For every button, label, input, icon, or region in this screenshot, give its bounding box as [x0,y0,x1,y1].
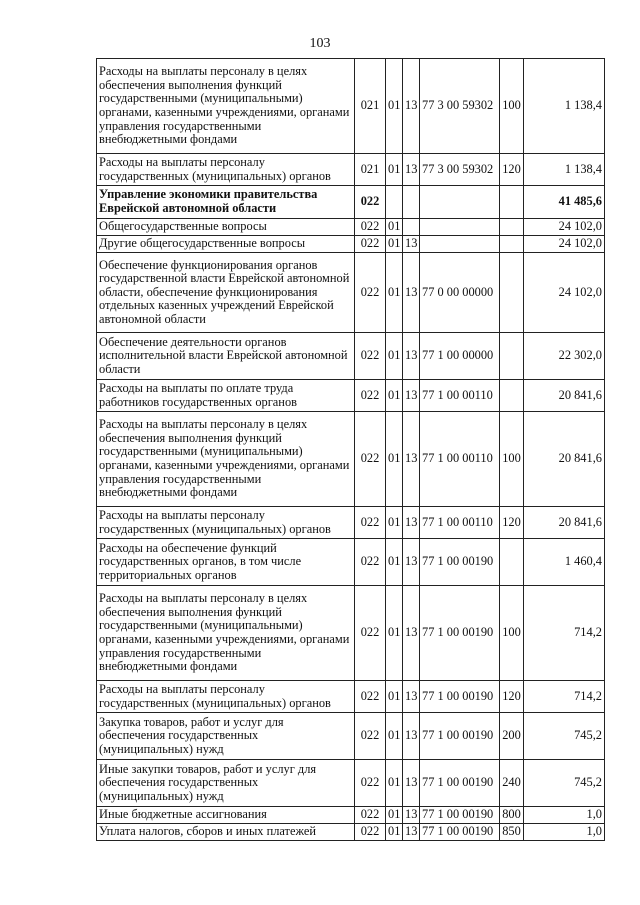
table-row [97,807,605,824]
department-code: 022 [355,333,386,380]
expense-type-code: 850 [500,824,524,841]
department-code: 022 [355,253,386,333]
department-code: 022 [355,507,386,539]
target-article-code: 77 1 00 00190 [420,760,500,807]
subsection-code: 13 [403,380,420,412]
item-name: Закупка товаров, работ и услуг для обеспечения государственных (муниципальных) нужд [97,713,355,760]
table-row [97,713,605,760]
target-article-code: 77 0 00 00000 [420,253,500,333]
target-article-code: 77 1 00 00190 [420,681,500,713]
amount: 24 102,0 [524,219,605,236]
department-code: 022 [355,380,386,412]
target-article-code: 77 1 00 00110 [420,380,500,412]
section-code [386,186,403,219]
expense-type-code [500,333,524,380]
subsection-code: 13 [403,236,420,253]
amount: 22 302,0 [524,333,605,380]
amount: 24 102,0 [524,236,605,253]
target-article-code: 77 3 00 59302 [420,59,500,154]
section-code: 01 [386,807,403,824]
subsection-code: 13 [403,539,420,586]
subsection-code: 13 [403,586,420,681]
target-article-code: 77 1 00 00190 [420,586,500,681]
table-row [97,380,605,412]
expense-type-code [500,380,524,412]
expense-type-code: 120 [500,154,524,186]
amount: 714,2 [524,681,605,713]
item-name: Расходы на выплаты персоналу в целях обеспечения выполнения функций государственными (муниципальными) органами, казенными учреждениями, органами управления государственными внебюджетными фондами [97,586,355,681]
department-code: 022 [355,219,386,236]
item-name: Иные бюджетные ассигнования [97,807,355,824]
item-name: Расходы на обеспечение функций государственных органов, в том числе территориальных органов [97,539,355,586]
amount: 1,0 [524,824,605,841]
item-name: Обеспечение деятельности органов исполнительной власти Еврейской автономной области [97,333,355,380]
section-code: 01 [386,586,403,681]
table-row [97,236,605,253]
department-code: 022 [355,186,386,219]
section-code: 01 [386,539,403,586]
item-name: Расходы на выплаты по оплате труда работников государственных органов [97,380,355,412]
expense-type-code: 120 [500,681,524,713]
item-name: Другие общегосударственные вопросы [97,236,355,253]
expense-type-code: 100 [500,412,524,507]
department-code: 022 [355,586,386,681]
subsection-code: 13 [403,760,420,807]
amount: 20 841,6 [524,507,605,539]
table-row [97,412,605,507]
section-code: 01 [386,412,403,507]
amount: 20 841,6 [524,380,605,412]
expense-type-code [500,219,524,236]
section-code: 01 [386,333,403,380]
table-row [97,59,605,154]
table-row [97,539,605,586]
department-code: 022 [355,539,386,586]
amount: 20 841,6 [524,412,605,507]
amount: 1 138,4 [524,154,605,186]
subsection-code: 13 [403,253,420,333]
target-article-code: 77 1 00 00190 [420,539,500,586]
department-code: 021 [355,59,386,154]
target-article-code: 77 1 00 00190 [420,807,500,824]
expense-type-code: 240 [500,760,524,807]
section-code: 01 [386,824,403,841]
department-code: 022 [355,824,386,841]
amount: 1 138,4 [524,59,605,154]
target-article-code: 77 3 00 59302 [420,154,500,186]
department-code: 021 [355,154,386,186]
subsection-code: 13 [403,59,420,154]
item-name: Уплата налогов, сборов и иных платежей [97,824,355,841]
subsection-code: 13 [403,154,420,186]
subsection-code: 13 [403,333,420,380]
department-code: 022 [355,807,386,824]
item-name: Общегосударственные вопросы [97,219,355,236]
section-code: 01 [386,760,403,807]
expense-type-code [500,539,524,586]
item-name: Расходы на выплаты персоналу в целях обеспечения выполнения функций государственными (муниципальными) органами, казенными учреждениями, органами управления государственными внебюджетными фондами [97,59,355,154]
section-code: 01 [386,59,403,154]
expense-type-code [500,236,524,253]
target-article-code: 77 1 00 00110 [420,412,500,507]
amount: 745,2 [524,760,605,807]
section-code: 01 [386,681,403,713]
subsection-code: 13 [403,807,420,824]
table-row [97,253,605,333]
table-row [97,586,605,681]
expense-type-code: 200 [500,713,524,760]
section-code: 01 [386,380,403,412]
expense-type-code: 100 [500,586,524,681]
amount: 745,2 [524,713,605,760]
subsection-code: 13 [403,507,420,539]
table-row [97,681,605,713]
department-code: 022 [355,713,386,760]
expense-type-code: 100 [500,59,524,154]
target-article-code: 77 1 00 00190 [420,824,500,841]
subsection-code: 13 [403,681,420,713]
item-name: Расходы на выплаты персоналу государственных (муниципальных) органов [97,154,355,186]
page-number: 103 [309,36,331,51]
subsection-code: 13 [403,412,420,507]
department-code: 022 [355,760,386,807]
subsection-code [403,219,420,236]
amount: 714,2 [524,586,605,681]
section-code: 01 [386,507,403,539]
expense-type-code [500,253,524,333]
table-row [97,507,605,539]
expense-type-code [500,186,524,219]
department-code: 022 [355,681,386,713]
table-row [97,333,605,380]
item-name: Расходы на выплаты персоналу государственных (муниципальных) органов [97,681,355,713]
item-name: Расходы на выплаты персоналу государственных (муниципальных) органов [97,507,355,539]
subsection-code: 13 [403,824,420,841]
department-code: 022 [355,236,386,253]
department-code: 022 [355,412,386,507]
target-article-code: 77 1 00 00110 [420,507,500,539]
item-name: Обеспечение функционирования органов государственной власти Еврейской автономной области, обеспечение функционирования отдельных казенных учреждений Еврейской автономной области [97,253,355,333]
target-article-code [420,219,500,236]
table-row [97,186,605,219]
subsection-code [403,186,420,219]
item-name: Управление экономики правительства Еврейской автономной области [97,186,355,219]
table-row [97,219,605,236]
target-article-code [420,186,500,219]
item-name: Иные закупки товаров, работ и услуг для обеспечения государственных (муниципальных) нужд [97,760,355,807]
section-code: 01 [386,154,403,186]
expense-type-code: 800 [500,807,524,824]
amount: 24 102,0 [524,253,605,333]
section-code: 01 [386,713,403,760]
budget-table [96,58,605,841]
subsection-code: 13 [403,713,420,760]
amount: 41 485,6 [524,186,605,219]
amount: 1,0 [524,807,605,824]
section-code: 01 [386,219,403,236]
table-body [97,59,605,841]
target-article-code: 77 1 00 00000 [420,333,500,380]
expense-type-code: 120 [500,507,524,539]
section-code: 01 [386,236,403,253]
table-row [97,824,605,841]
table-row [97,154,605,186]
target-article-code: 77 1 00 00190 [420,713,500,760]
table-row [97,760,605,807]
amount: 1 460,4 [524,539,605,586]
section-code: 01 [386,253,403,333]
target-article-code [420,236,500,253]
item-name: Расходы на выплаты персоналу в целях обеспечения выполнения функций государственными (муниципальными) органами, казенными учреждениями, органами управления государственными внебюджетными фондами [97,412,355,507]
